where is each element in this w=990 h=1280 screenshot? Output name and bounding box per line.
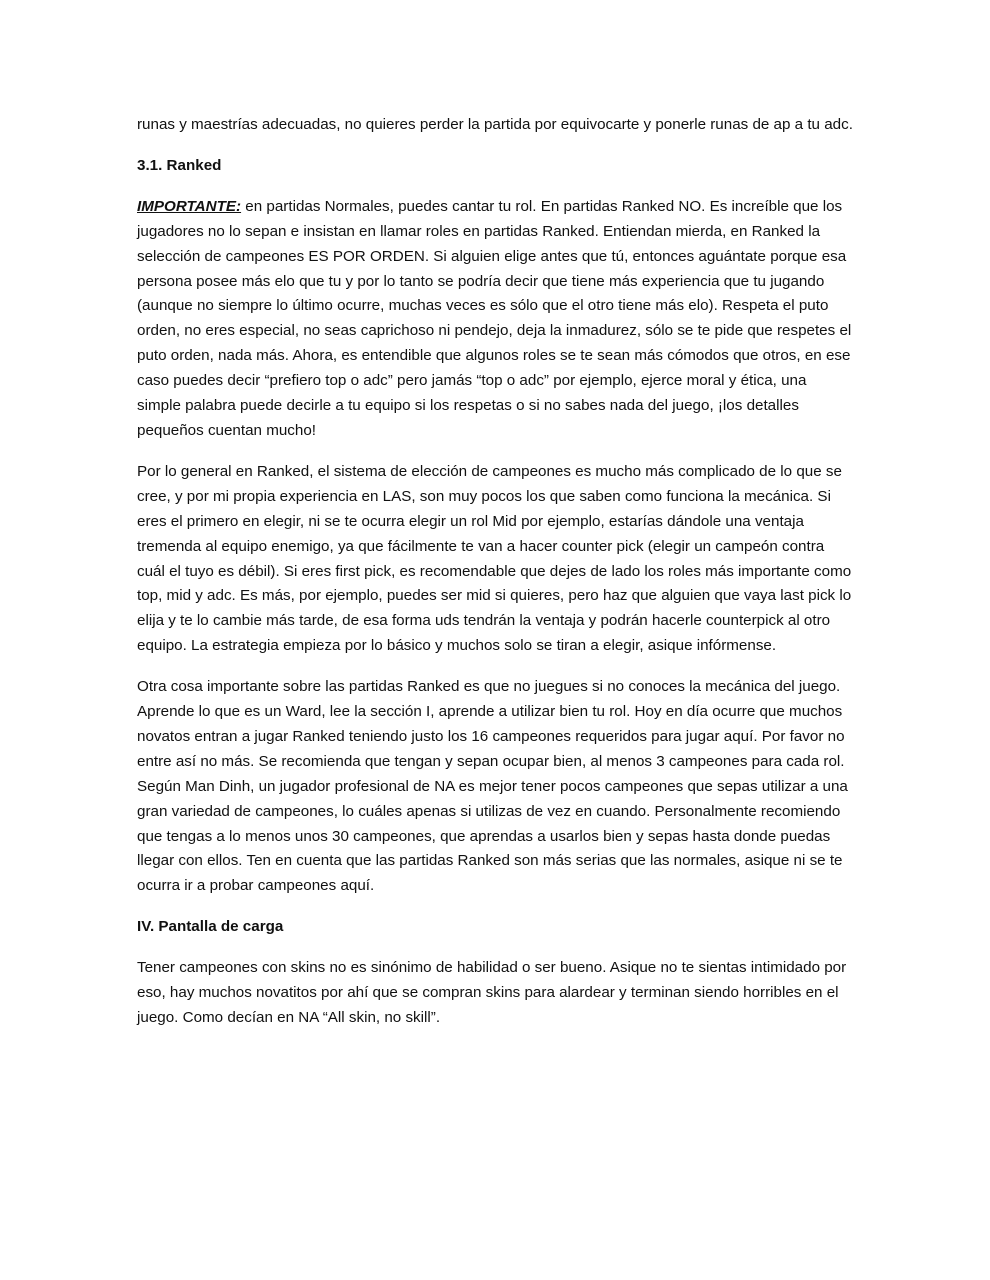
loading-screen-paragraph-1: Tener campeones con skins no es sinónimo de habilidad o ser bueno. Asique no te sientas intimidado por eso, hay muchos novatitos por ahí que se compran skins para alardear y terminan siendo horribles en el juego. Como decían en NA “All skin, no skill”. bbox=[137, 959, 847, 1026]
ranked-paragraph-3: Otra cosa importante sobre las partidas Ranked es que no juegues si no conoces la mecánica del juego. Aprende lo que es un Ward, lee la sección I, aprende a utilizar bien tu rol. Hoy en día ocurre que muchos novatos entran a jugar Ranked teniendo justo los 16 campeones requeridos para jugar aquí. Por favor no entre así no más. Se recomienda que tengan y sepan ocupar bien, al menos 3 campeones para cada rol. Según Man Dinh, un jugador profesional de NA es mejor tener pocos campeones que sepas utilizar a una gran variedad de campeones, lo cuáles apenas si utilizas de vez en cuando. Personalmente recomiendo que tengas a lo menos unos 30 campeones, que aprendas a usarlos bien y sepas hasta donde puedas llegar con ellos. Ten en cuenta que las partidas Ranked son más serias que las normales, asique ni se te ocurra ir a probar campeones aquí. bbox=[137, 678, 848, 895]
continuation-paragraph: runas y maestrías adecuadas, no quieres perder la partida por equivocarte y ponerle runas de ap a tu adc. bbox=[137, 116, 853, 133]
section-heading-loading-screen: IV. Pantalla de carga bbox=[137, 918, 284, 936]
ranked-paragraph-1-text: en partidas Normales, puedes cantar tu rol. En partidas Ranked NO. Es increíble que los jugadores no lo sepan e insistan en llamar roles en partidas Ranked. Entiendan mierda, en Ranked la selección de campeones ES POR ORDEN. Si alguien elige antes que tú, entonces aguántate porque esa persona posee más elo que tu y por lo tanto se podría decir que tiene más experiencia que tu jugando (aunque no siempre lo último ocurre, muchas veces es sólo que el otro tiene más elo). Respeta el puto orden, no eres especial, no seas caprichoso ni pendejo, deja la inmadurez, sólo se te pide que respetes el puto orden, nada más. Ahora, es entendible que algunos roles se te sean más cómodos que otros, en ese caso puedes decir “prefiero top o adc” pero jamás “top o adc” por ejemplo, ejerce moral y ética, una simple palabra puede decirle a tu equipo si los respetas o si no sabes nada del juego, ¡los detalles pequeños cuentan mucho! bbox=[137, 197, 852, 439]
ranked-paragraph-2: Por lo general en Ranked, el sistema de elección de campeones es mucho más complicado de lo que se cree, y por mi propia experiencia en LAS, son muy pocos los que saben como funciona la mecánica. Si eres el primero en elegir, ni se te ocurra elegir un rol Mid por ejemplo, estarías dándole una ventaja tremenda al equipo enemigo, ya que fácilmente te van a hacer counter pick (elegir un campeón contra cuál el tuyo es débil). Si eres first pick, es recomendable que dejes de lado los roles más importante como top, mid y adc. Es más, por ejemplo, puedes ser mid si quieres, pero haz que alguien que vaya last pick lo elija y te lo cambie más tarde, de esa forma uds tendrán la ventaja y podrán hacerle counterpick al otro equipo. La estrategia empieza por lo básico y muchos solo se tiran a elegir, asique infórmense. bbox=[137, 462, 852, 655]
important-label: IMPORTANTE: bbox=[137, 197, 242, 215]
document-body bbox=[137, 113, 853, 1047]
section-heading-ranked: 3.1. Ranked bbox=[137, 156, 222, 174]
ranked-paragraph-1 bbox=[137, 195, 853, 444]
